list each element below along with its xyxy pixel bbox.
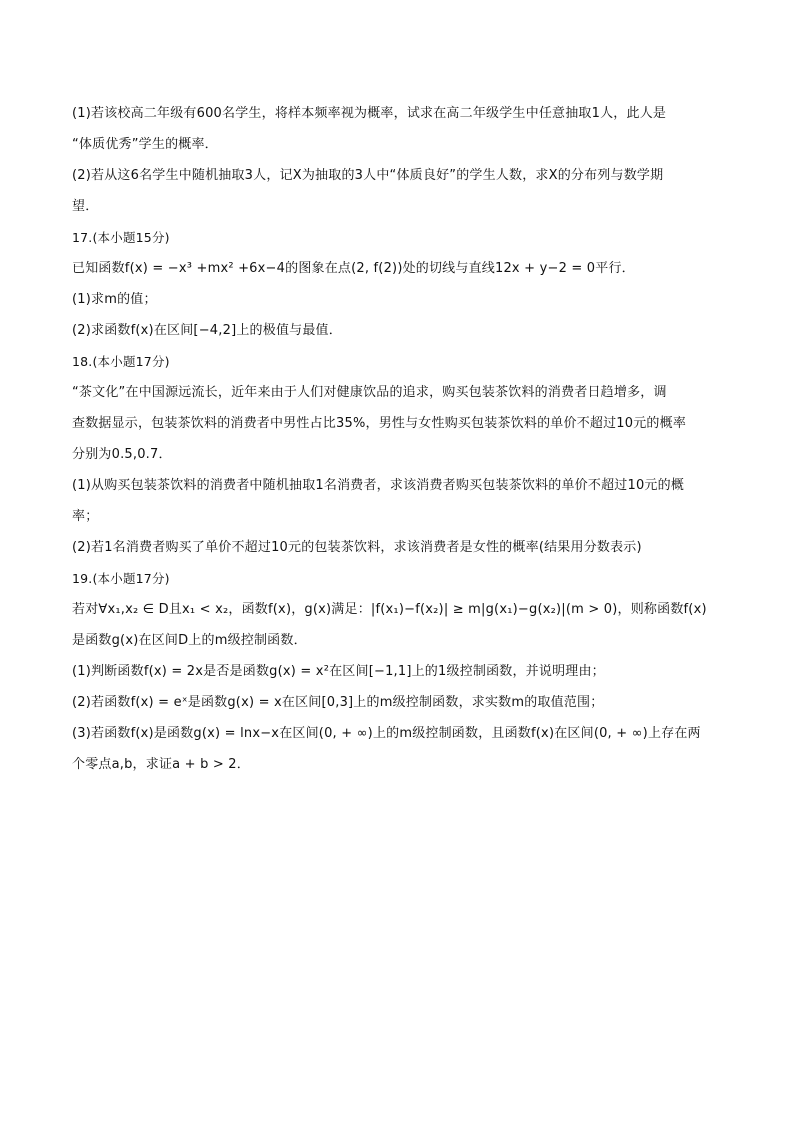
q19-part1: (1)判断函数f(x) = 2x是否是函数g(x) = x²在区间[−1,1]上的1级控制函数，并说明理由；: [72, 664, 605, 679]
q18-part2: (2)若1名消费者购买了单价不超过10元的包装茶饮料，求该消费者是女性的概率(结果用分数表示): [72, 540, 642, 555]
q19-stem-line1: 若对∀x₁,x₂ ∈ D且x₁ < x₂，函数f(x)，g(x)满足：|f(x₁)−f(x₂)| ≥ m|g(x₁)−g(x₂)|(m > 0)，则称函数f(x): [72, 602, 707, 617]
q16-part1-line2: “体质优秀”学生的概率．: [72, 137, 218, 152]
q18-part1-line2: 率；: [72, 509, 99, 524]
q18-stem-line1: “茶文化”在中国源远流长，近年来由于人们对健康饮品的追求，购买包装茶饮料的消费者日趋增多，调: [72, 385, 667, 400]
q18-stem-line2: 查数据显示，包装茶饮料的消费者中男性占比35%，男性与女性购买包装茶饮料的单价不超过10元的概率: [72, 416, 687, 431]
q17-part1: (1)求m的值；: [72, 292, 157, 307]
q17-stem: 已知函数f(x) = −x³ +mx² +6x−4的图象在点(2, f(2))处的切线与直线12x + y−2 = 0平行．: [72, 261, 635, 276]
q16-part1-line1: (1)若该校高二年级有600名学生，将样本频率视为概率，试求在高二年级学生中任意抽取1人，此人是: [72, 106, 667, 121]
q18-part1-line1: (1)从购买包装茶饮料的消费者中随机抽取1名消费者，求该消费者购买包装茶饮料的单价不超过10元的概: [72, 478, 685, 493]
q19-part3-line2: 个零点a,b，求证a + b > 2．: [72, 757, 250, 772]
q19-part3-line1: (3)若函数f(x)是函数g(x) = lnx−x在区间(0, + ∞)上的m级控制函数，且函数f(x)在区间(0, + ∞)上存在两: [72, 726, 701, 741]
q18-stem-line3: 分别为0.5,0.7．: [72, 447, 172, 462]
q17-part2: (2)求函数f(x)在区间[−4,2]上的极值与最值．: [72, 323, 342, 338]
q19-stem-line2: 是函数g(x)在区间D上的m级控制函数．: [72, 633, 307, 648]
q19-heading: 19.(本小题17分): [72, 571, 170, 586]
q16-part2-line2: 望．: [72, 199, 99, 214]
q19-part2: (2)若函数f(x) = eˣ是函数g(x) = x在区间[0,3]上的m级控制函数，求实数m的取值范围；: [72, 695, 604, 710]
q16-part2-line1: (2)若从这6名学生中随机抽取3人，记X为抽取的3人中“体质良好”的学生人数，求X的分布列与数学期: [72, 168, 664, 183]
exam-page: [72, 98, 724, 780]
q17-heading: 17.(本小题15分): [72, 230, 170, 245]
q18-heading: 18.(本小题17分): [72, 354, 170, 369]
